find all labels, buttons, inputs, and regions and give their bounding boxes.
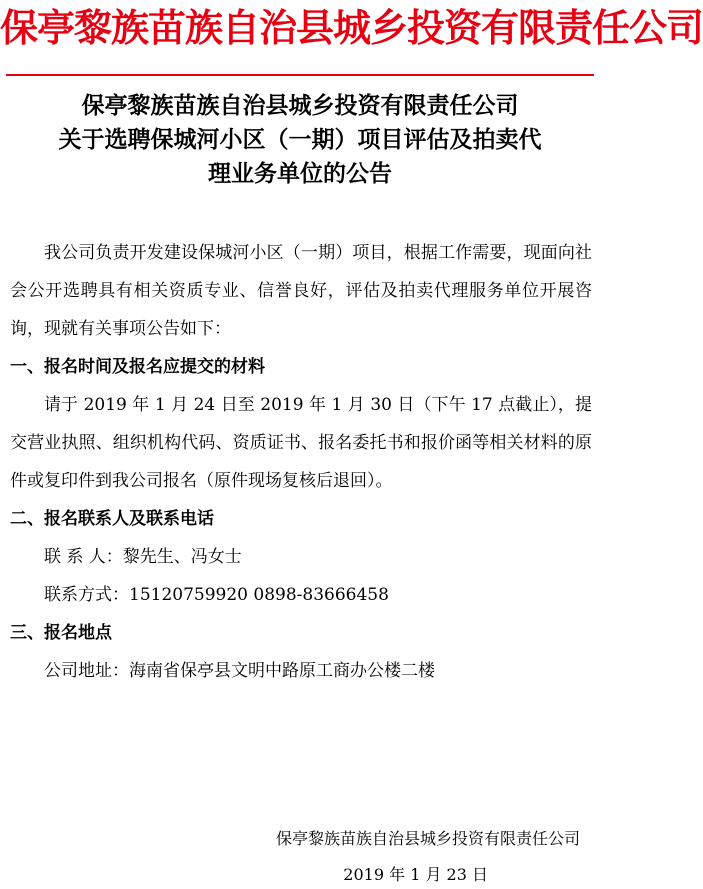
title-line-2: 关于选聘保城河小区（一期）项目评估及拍卖代 [58, 127, 542, 153]
contact-phone: 联系方式：15120759920 0898-83666458 [44, 585, 389, 605]
notice-title [10, 89, 590, 191]
red-divider-line [6, 74, 594, 76]
intro-paragraph: 我公司负责开发建设保城河小区（一期）项目，根据工作需要，现面向社会公开选聘具有相关资质专业、信誉良好，评估及拍卖代理服务单位开展咨询，现就有关事项公告如下： [10, 243, 592, 339]
notice-body [10, 234, 592, 690]
section-3-heading: 三、报名地点 [10, 623, 112, 643]
title-line-3: 理业务单位的公告 [208, 161, 392, 187]
section-2-heading: 二、报名联系人及联系电话 [10, 509, 214, 529]
masthead-company-name: 保亭黎族苗族自治县城乡投资有限责任公司 [0, 6, 703, 50]
title-line-1: 保亭黎族苗族自治县城乡投资有限责任公司 [81, 93, 519, 119]
company-address: 公司地址：海南省保亭县文明中路原工商办公楼二楼 [44, 661, 435, 681]
signature-company: 保亭黎族苗族自治县城乡投资有限责任公司 [275, 829, 580, 848]
section-1-heading: 一、报名时间及报名应提交的材料 [10, 357, 265, 377]
section-1-paragraph: 请于 2019 年 1 月 24 日至 2019 年 1 月 30 日（下午 17 点截止），提交营业执照、组织机构代码、资质证书、报名委托书和报价函等相关材料的原件或复印件到我公司报名（原件现场复核后退回）。 [10, 395, 592, 491]
signature-date: 2019 年 1 月 23 日 [343, 865, 488, 884]
contact-persons: 联 系 人：黎先生、冯女士 [44, 547, 242, 567]
